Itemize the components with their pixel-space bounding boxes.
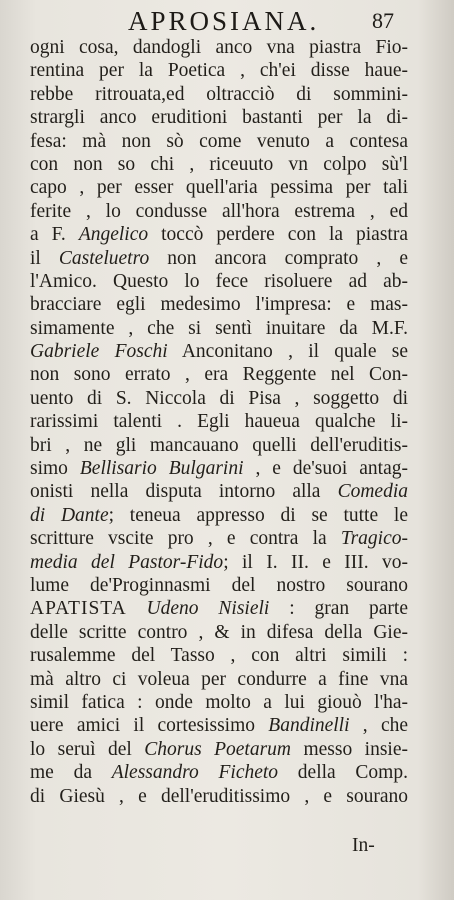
text-line (30, 644, 408, 667)
page-header (0, 6, 454, 36)
text-segment: ferite , lo condusse all'hora estrema , ed (30, 200, 408, 222)
text-segment: uere amici il cortesissimo (30, 715, 269, 737)
text-line (30, 153, 408, 176)
text-segment: rentina per la Poetica , ch'ei disse haue- (30, 60, 408, 82)
text-line (30, 36, 408, 59)
text-segment: messo insie- (291, 738, 408, 760)
text-segment: non ancora comprato , e (149, 247, 408, 269)
italic-text: Tragico- (340, 528, 408, 550)
text-segment: delle scritte contro , & in difesa della Gie- (30, 621, 408, 643)
text-line (30, 410, 408, 433)
text-line (30, 621, 408, 644)
text-segment: scritture vscite pro , e contra la (30, 528, 341, 550)
text-segment: ogni cosa, dandogli anco vna piastra Fio- (30, 37, 408, 58)
text-segment: onisti nella disputa intorno alla (30, 481, 338, 503)
text-segment: l'Amico. Questo lo fece risoluere ad ab- (30, 270, 408, 292)
text-segment: uento di S. Niccola di Pisa , soggetto di (30, 387, 408, 409)
text-line (30, 434, 408, 457)
italic-text: Bellisario Bulgarini (79, 458, 244, 480)
text-segment: lume de'Proginnasmi del nostro sourano (30, 574, 408, 596)
italic-text: Bandinelli (268, 715, 350, 737)
text-line (30, 738, 408, 761)
text-segment: , che (349, 715, 409, 737)
italic-text: Udeno Nisieli (146, 598, 270, 620)
text-segment: strargli anco eruditioni bastanti per la di- (30, 107, 408, 129)
text-line (30, 691, 408, 714)
text-segment: bracciare egli medesimo l'impresa: e mas- (30, 294, 408, 316)
text-segment: con non so chi , riceuuto vn colpo sù'l (30, 153, 408, 175)
text-segment: ; teneua appresso di se tutte le (108, 504, 408, 526)
text-line (30, 270, 408, 293)
text-line (30, 223, 408, 246)
text-segment: toccò perdere con la piastra (148, 224, 408, 246)
text-segment: simil fatica : onde molto a lui giouò l'ha- (30, 691, 408, 713)
text-line (30, 527, 408, 550)
text-segment: della Comp. (278, 762, 408, 784)
body-text (30, 36, 408, 808)
italic-text: Angelico (78, 224, 149, 246)
text-line (30, 317, 408, 340)
text-segment: lo seruì del (30, 738, 145, 760)
text-segment: il (30, 247, 59, 269)
text-segment: APATISTA (30, 598, 147, 620)
text-line (30, 668, 408, 691)
text-line (30, 457, 408, 480)
text-line (30, 200, 408, 223)
text-segment: non sono errato , era Reggente nel Con- (30, 364, 408, 386)
running-head: APROSIANA. (128, 6, 320, 36)
text-segment: simo (30, 458, 80, 480)
text-line (30, 247, 408, 270)
text-line (30, 785, 408, 808)
italic-text: Comedia (337, 481, 408, 503)
text-line (30, 714, 408, 737)
italic-text: Chorus Poetarum (144, 738, 292, 760)
text-segment: rusalemme del Tasso , con altri simili : (30, 645, 408, 667)
text-line (30, 176, 408, 199)
text-line (30, 340, 408, 363)
text-segment: rebbe ritrouata,ed oltracciò di sommini- (30, 83, 408, 105)
text-line (30, 106, 408, 129)
text-segment: , e de'suoi antag- (243, 458, 408, 480)
italic-text: media del Pastor-Fido (30, 551, 224, 573)
text-segment: capo , per esser quell'aria pessima per tali (30, 177, 408, 199)
text-line (30, 363, 408, 386)
text-line (30, 761, 408, 784)
text-line (30, 130, 408, 153)
text-segment: fesa: mà non sò come venuto a contesa (30, 130, 408, 152)
italic-text: Casteluetro (58, 247, 150, 269)
text-line (30, 480, 408, 503)
text-line (30, 504, 408, 527)
text-line (30, 574, 408, 597)
italic-text: Gabriele Foschi (30, 341, 168, 363)
page-number: 87 (372, 8, 394, 33)
italic-text: di Dante (30, 504, 109, 526)
text-segment: : gran parte (269, 598, 408, 620)
text-line (30, 83, 408, 106)
text-line (30, 551, 408, 574)
text-segment: simamente , che si sentì inuitare da M.F. (30, 317, 408, 339)
catchword: In- (352, 835, 375, 856)
text-segment: di Giesù , e dell'eruditissimo , e sourano (30, 785, 408, 807)
text-segment: mà altro ci voleua per condurre a fine vna (30, 668, 408, 690)
text-segment: a F. (30, 224, 79, 246)
text-segment: me da (30, 762, 112, 784)
italic-text: Alessandro Ficheto (111, 762, 279, 784)
text-segment: rarissimi talenti . Egli haueua qualche li- (30, 411, 408, 433)
text-line (30, 597, 408, 620)
text-segment: ; il I. II. e III. vo- (223, 551, 408, 573)
text-segment: bri , ne gli mancauano quelli dell'eruditis- (30, 434, 408, 456)
text-segment: Anconitano , il quale se (167, 341, 409, 363)
text-line (30, 387, 408, 410)
text-line (30, 293, 408, 316)
text-line (30, 59, 408, 82)
